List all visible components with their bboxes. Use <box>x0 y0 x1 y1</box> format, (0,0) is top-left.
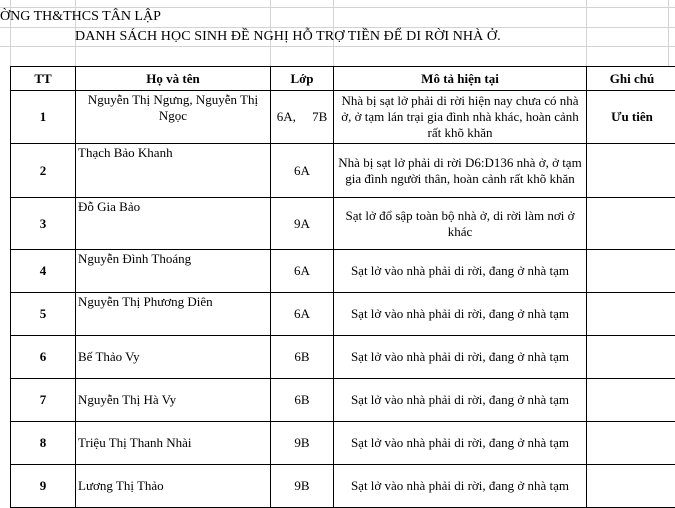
cell-note <box>587 465 675 508</box>
cell-class: 9B <box>271 422 334 465</box>
column-header-name: Họ và tên <box>76 67 271 91</box>
document-title: DANH SÁCH HỌC SINH ĐỀ NGHỊ HỖ TRỢ TIỀN ĐỂ DI RỜI NHÀ Ở. <box>75 29 501 45</box>
cell-tt: 5 <box>11 293 76 336</box>
cell-tt: 9 <box>11 465 76 508</box>
cell-name: Lương Thị Thảo <box>76 465 271 508</box>
cell-name: Nguyễn Thị Phương Diên <box>76 293 271 336</box>
cell-description: Sạt lở vào nhà phải di rời, đang ở nhà tạm <box>334 250 587 293</box>
cell-note <box>587 250 675 293</box>
cell-note <box>587 198 675 250</box>
cell-description: Sạt lở vào nhà phải di rời, đang ở nhà tạm <box>334 422 587 465</box>
cell-class: 9A <box>271 198 334 250</box>
cell-class: 6A <box>271 144 334 198</box>
table-row <box>11 422 675 465</box>
column-header-tt: TT <box>11 67 76 91</box>
table-row <box>11 91 675 144</box>
cell-name: Nguyễn Thị Hà Vy <box>76 379 271 422</box>
table-row <box>11 250 675 293</box>
cell-name: Nguyễn Thị Ngưng, Nguyễn Thị Ngọc <box>76 91 271 144</box>
cell-class: 6A <box>271 293 334 336</box>
cell-class: 6A <box>271 250 334 293</box>
cell-note <box>587 144 675 198</box>
column-header-note: Ghi chú <box>587 67 675 91</box>
cell-name: Bế Thảo Vy <box>76 336 271 379</box>
cell-name: Nguyễn Đình Thoáng <box>76 250 271 293</box>
table-row <box>11 293 675 336</box>
cell-description: Nhà bị sạt lở phải di rời hiện nay chưa có nhà ở, ở tạm lán trại gia đình nhà khác, hoàn cảnh rất khõ khăn <box>334 91 587 144</box>
table-row <box>11 198 675 250</box>
cell-name: Đỗ Gia Bảo <box>76 198 271 250</box>
table-row <box>11 465 675 508</box>
cell-tt: 4 <box>11 250 76 293</box>
cell-class: 6A, 7B <box>271 91 334 144</box>
cell-tt: 8 <box>11 422 76 465</box>
cell-class: 9B <box>271 465 334 508</box>
cell-description: Sạt lở vào nhà phải di rời, đang ở nhà tạm <box>334 465 587 508</box>
cell-tt: 2 <box>11 144 76 198</box>
cell-name: Triệu Thị Thanh Nhài <box>76 422 271 465</box>
cell-note <box>587 422 675 465</box>
table-row <box>11 379 675 422</box>
cell-description: Nhà bị sạt lở phải di rời D6:D136 nhà ở, ở tạm gia đình người thân, hoàn cảnh rất khõ khăn <box>334 144 587 198</box>
school-name: ỜNG TH&THCS TÂN LẬP <box>0 9 161 25</box>
cell-note: Ưu tiên <box>587 91 675 144</box>
cell-tt: 1 <box>11 91 76 144</box>
cell-tt: 7 <box>11 379 76 422</box>
cell-description: Sạt lở vào nhà phải di rời, đang ở nhà tạm <box>334 336 587 379</box>
cell-description: Sạt lở vào nhà phải di rời, đang ở nhà tạm <box>334 293 587 336</box>
column-header-class: Lớp <box>271 67 334 91</box>
cell-note <box>587 336 675 379</box>
cell-description: Sạt lở vào nhà phải di rời, đang ở nhà tạm <box>334 379 587 422</box>
cell-class: 6B <box>271 379 334 422</box>
table-row <box>11 144 675 198</box>
cell-class: 6B <box>271 336 334 379</box>
cell-tt: 3 <box>11 198 76 250</box>
table-header-row <box>11 67 675 91</box>
cell-description: Sạt lở đổ sập toàn bộ nhà ở, di rời làm nơi ở khác <box>334 198 587 250</box>
cell-name: Thạch Bảo Khanh <box>76 144 271 198</box>
student-list-table <box>10 66 675 508</box>
table-row <box>11 336 675 379</box>
column-header-description: Mô tả hiện tại <box>334 67 587 91</box>
cell-note <box>587 379 675 422</box>
cell-note <box>587 293 675 336</box>
cell-tt: 6 <box>11 336 76 379</box>
